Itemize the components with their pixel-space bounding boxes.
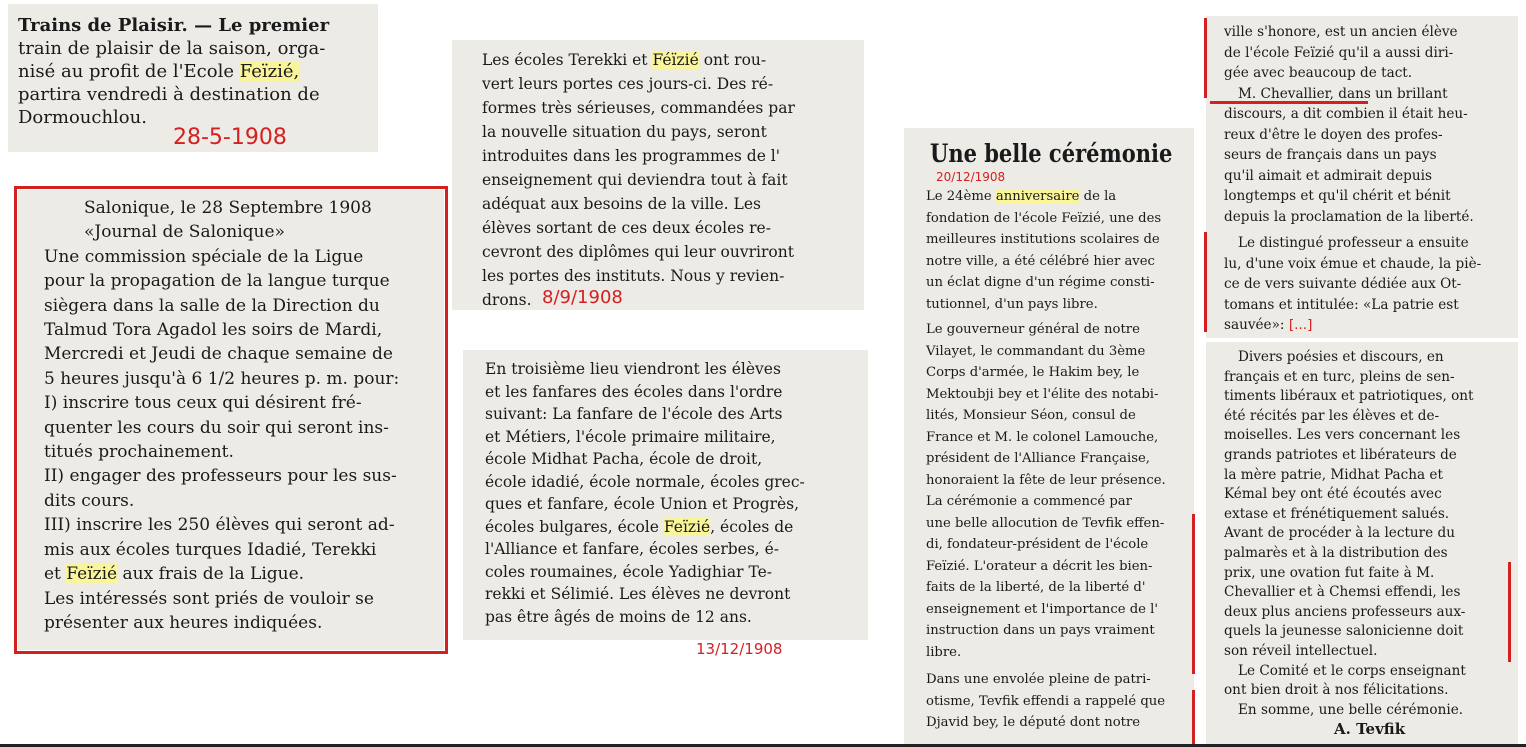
clip5-line: honoraient la fête de leur présence. <box>926 472 1166 488</box>
clip4-line: coles roumaines, école Yadighiar Te- <box>485 562 772 581</box>
highlight-feizie: Féïzié <box>652 51 699 69</box>
highlight-anniversaire: anniversaire <box>995 189 1080 204</box>
clip3-line: élèves sortant de ces deux écoles re- <box>482 219 771 237</box>
clip3-line: adéquat aux besoins de la ville. Les <box>482 195 761 213</box>
clip5-line: un éclat digne d'un régime consti- <box>926 275 1155 290</box>
clip7-line: quels la jeunesse salonicienne doit <box>1224 623 1464 640</box>
clip6-line: ville s'honore, est un ancien élève <box>1224 24 1458 40</box>
clip5-line: fondation de l'école Feïzié, une des <box>926 210 1162 226</box>
clip7-line: timents libéraux et patriotiques, ont <box>1224 388 1474 405</box>
red-margin-mark <box>1192 514 1195 674</box>
clip7-line: français et en turc, pleins de sen- <box>1224 368 1455 385</box>
clip2-line: Mercredi et Jeudi de chaque semaine de <box>44 344 393 365</box>
clip5-line: Djavid bey, le député dont notre <box>926 715 1141 730</box>
clip6-line: seurs de français dans un pays <box>1224 147 1437 163</box>
clip4-line: En troisième lieu viendront les élèves <box>485 360 781 378</box>
clip4-line: école idadié, école normale, écoles grec- <box>485 472 805 491</box>
clip-poesies-et-discours <box>1206 342 1518 747</box>
clip1-line: train de plaisir de la saison, orga- <box>18 38 326 59</box>
clip6-line: de l'école Feïzié qu'il a aussi diri- <box>1224 44 1454 61</box>
clip5-line: Mektoubji bey et l'élite des notabi- <box>926 386 1159 402</box>
clip-trains-de-plaisir <box>8 4 378 152</box>
clip2-line: titués prochainement. <box>44 442 234 463</box>
clip7-line: extase et frénétiquement salués. <box>1224 505 1450 522</box>
red-underline <box>1210 101 1368 104</box>
highlight-feizie: Feïzié, <box>239 61 300 82</box>
red-margin-mark <box>1508 562 1511 662</box>
clip2-line: III) inscrire les 250 élèves qui seront ad- <box>44 515 395 536</box>
clip5-line: meilleures institutions scolaires de <box>926 232 1160 247</box>
clip5-line: notre ville, a été célébré hier avec <box>926 253 1155 269</box>
clip4-line: ques et fanfare, école Union et Progrès, <box>485 495 800 513</box>
clip7-line: En somme, une belle cérémonie. <box>1238 701 1464 718</box>
clip2-line: II) engager des professeurs pour les sus- <box>44 466 397 487</box>
red-margin-mark <box>1204 232 1207 332</box>
clip3-line: cevront des diplômes qui leur ouvriront <box>482 243 794 261</box>
clip7-line: la mère patrie, Midhat Pacha et <box>1224 466 1443 483</box>
clip6-line: lu, d'une voix émue et chaude, la piè- <box>1224 255 1482 272</box>
clip7-line: grands patriotes et libérateurs de <box>1224 446 1457 463</box>
clip2-line: mis aux écoles turques Idadié, Terekki <box>44 539 377 560</box>
clip6-line: depuis la proclamation de la liberté. <box>1224 208 1474 225</box>
clip5-line: libre. <box>926 644 962 660</box>
clip5-line: France et M. le colonel Lamouche, <box>926 429 1159 445</box>
clip5-line: une belle allocution de Tevfik effen- <box>926 515 1165 531</box>
date-label: 28-5-1908 <box>173 125 287 150</box>
clip-une-belle-ceremonie <box>904 128 1194 747</box>
clip7-line: Chevallier et à Chemsi effendi, les <box>1224 584 1461 601</box>
clip1-line: Trains de Plaisir. — Le premier <box>18 15 330 36</box>
clip2-line: Talmud Tora Agadol les soirs de Mardi, <box>44 320 383 341</box>
clip2-line: pour la propagation de la langue turque <box>44 271 390 292</box>
clip2-source: «Journal de Salonique» <box>84 222 285 243</box>
clip2-line: dits cours. <box>44 490 135 511</box>
clip6-line: Le distingué professeur a ensuite <box>1238 235 1469 251</box>
clip7-line: son réveil intellectuel. <box>1224 642 1378 659</box>
clip4-line: et les fanfares des écoles dans l'ordre <box>485 382 783 401</box>
clip7-line: ont bien droit à nos félicitations. <box>1224 682 1449 699</box>
signature: A. Tevfik <box>1334 720 1406 739</box>
clip7-line: deux plus anciens professeurs aux- <box>1224 603 1466 620</box>
clip5-line: Le gouverneur général de notre <box>926 322 1140 337</box>
clip5-line: La cérémonie a commencé par <box>926 494 1132 509</box>
ellipsis-marker: [...] <box>1288 317 1313 333</box>
clip6-line: sauvée»: [...] <box>1224 317 1313 333</box>
clip3-line: introduites dans les programmes de l' <box>482 147 781 165</box>
date-label: 8/9/1908 <box>542 287 623 308</box>
clip5-line: enseignement et l'importance de l' <box>926 601 1158 617</box>
clip7-line: moiselles. Les vers concernant les <box>1224 427 1461 444</box>
article-title: Une belle cérémonie <box>930 138 1173 168</box>
clip6-line: qu'il aimait et admirait depuis <box>1224 167 1432 184</box>
highlight-feizie: Feïzié <box>663 517 711 536</box>
clip4-line: suivant: La fanfare de l'école des Arts <box>485 405 783 423</box>
clip6-line: reux d'être le doyen des profes- <box>1224 126 1443 143</box>
clip5-line: Le 24ème anniversaire de la <box>926 189 1117 204</box>
clip6-line: discours, a dit combien il était heu- <box>1224 106 1468 122</box>
highlight-feizie: Feïzié <box>66 564 118 585</box>
clip7-line: palmarès et à la distribution des <box>1224 544 1448 561</box>
date-label: 13/12/1908 <box>696 640 783 658</box>
clip7-line: Divers poésies et discours, en <box>1238 349 1444 365</box>
clip7-line: Avant de procéder à la lecture du <box>1224 525 1456 542</box>
clip-ceremonie-suite <box>1206 16 1518 338</box>
red-margin-mark <box>1192 690 1195 747</box>
clip2-line: et Feïzié aux frais de la Ligue. <box>44 564 305 585</box>
clip1-line: Dormouchlou. <box>18 107 147 128</box>
clip3-line: les portes des instituts. Nous y revien- <box>482 267 785 285</box>
clip2-line: Une commission spéciale de la Ligue <box>44 246 364 267</box>
clip-ecoles-terekki <box>452 40 864 310</box>
clip4-line: pas être âgés de moins de 12 ans. <box>485 607 752 626</box>
clip6-line: gée avec beaucoup de tact. <box>1224 65 1413 81</box>
clip6-line: ce de vers suivante dédiée aux Ot- <box>1224 276 1462 292</box>
clip-journal-de-salonique <box>18 190 444 650</box>
clip6-line: longtemps et qu'il chérit et bénit <box>1224 188 1451 204</box>
clip5-line: lités, Monsieur Séon, consul de <box>926 408 1136 423</box>
clip7-line: Le Comité et le corps enseignant <box>1238 662 1466 679</box>
clip7-line: Kémal bey ont été écoutés avec <box>1224 486 1442 503</box>
clip3-line: la nouvelle situation du pays, seront <box>482 123 767 141</box>
clip5-line: otisme, Tevfik effendi a rappelé que <box>926 693 1166 709</box>
clip2-line: 5 heures jusqu'à 6 1/2 heures p. m. pour: <box>44 368 400 389</box>
clip5-line: Corps d'armée, le Hakim bey, le <box>926 365 1140 380</box>
clip3-line: formes très sérieuses, commandées par <box>482 99 795 117</box>
clip5-line: Dans une envolée pleine de patri- <box>926 672 1151 687</box>
clip4-line: et Métiers, l'école primaire militaire, <box>485 427 776 446</box>
clip2-line: I) inscrire tous ceux qui désirent fré- <box>44 393 362 414</box>
clip5-line: faits de la liberté, de la liberté d' <box>926 580 1146 595</box>
clip5-line: instruction dans un pays vraiment <box>926 623 1155 638</box>
clip3-line: vert leurs portes ces jours-ci. Des ré- <box>482 75 774 93</box>
clip2-dateline: Salonique, le 28 Septembre 1908 <box>84 198 372 218</box>
clip2-line: quenter les cours du soir qui seront ins- <box>44 417 389 438</box>
clip5-line: di, fondateur-président de l'école <box>926 537 1149 552</box>
clip2-line: siègera dans la salle de la Direction du <box>44 295 380 316</box>
clip3-line: drons. <box>482 291 532 309</box>
clip4-line: écoles bulgares, école Feïzié, écoles de <box>485 517 794 536</box>
clip6-line: tomans et intitulée: «La patrie est <box>1224 296 1459 313</box>
clip2-line: Les intéressés sont priés de vouloir se <box>44 588 374 609</box>
clip-fanfares-des-ecoles <box>463 350 868 640</box>
clip5-line: Vilayet, le commandant du 3ème <box>926 343 1146 359</box>
clip6-line: M. Chevallier, dans un brillant <box>1238 85 1448 102</box>
clip7-line: été récités par les élèves et de- <box>1224 407 1440 424</box>
date-label: 20/12/1908 <box>936 170 1006 184</box>
clip3-line: enseignement qui deviendra tout à fait <box>482 171 788 189</box>
clip5-line: tutionnel, d'un pays libre. <box>926 296 1098 312</box>
clip7-line: prix, une ovation fut faite à M. <box>1224 564 1435 581</box>
clip4-line: rekki et Sélimié. Les élèves ne devront <box>485 585 791 603</box>
red-margin-mark <box>1204 18 1207 98</box>
clip4-line: l'Alliance et fanfare, écoles serbes, é- <box>485 540 780 558</box>
clip5-line: président de l'Alliance Française, <box>926 451 1151 466</box>
clip1-line: nisé au profit de l'Ecole Feïzié, <box>18 61 300 82</box>
clip1-line: partira vendredi à destination de <box>18 84 320 105</box>
clip4-line: école Midhat Pacha, école de droit, <box>485 450 763 468</box>
clip3-line: Les écoles Terekki et Féïzié ont rou- <box>482 51 767 69</box>
clip2-line: présenter aux heures indiquées. <box>44 612 323 633</box>
clip5-line: Feïzié. L'orateur a décrit les bien- <box>926 558 1153 574</box>
